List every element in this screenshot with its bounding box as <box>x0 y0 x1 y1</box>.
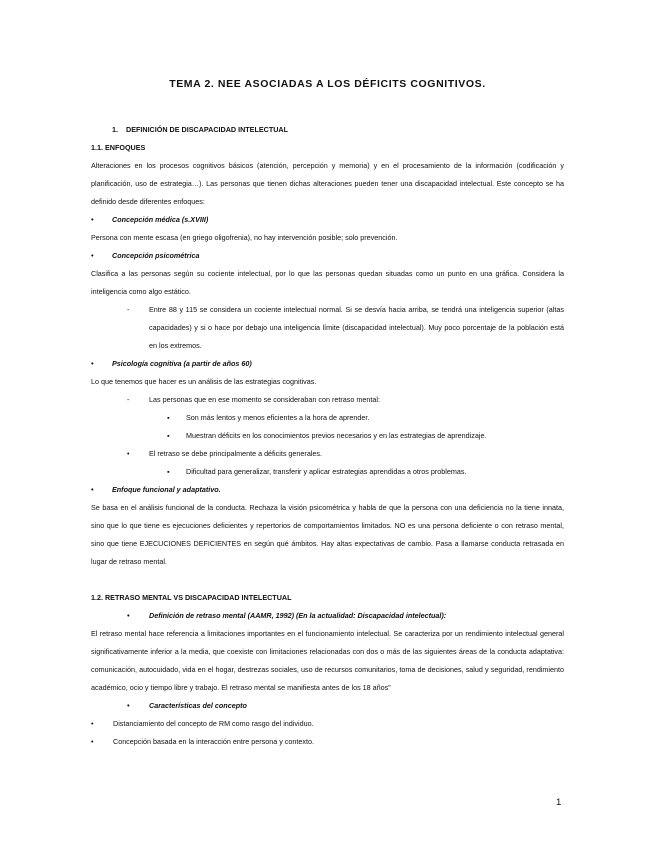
square-marker: ▪ <box>167 431 170 440</box>
bullet-item <box>91 697 564 715</box>
bullet-marker: • <box>91 719 94 728</box>
subsection-heading-retraso: 1.2. RETRASO MENTAL VS DISCAPACIDAD INTELECTUAL <box>91 593 292 602</box>
label-definicion: Definición de retraso mental (AAMR, 1992) (En la actualidad: Discapacidad intelectual): <box>149 611 447 620</box>
page-title: TEMA 2. NEE ASOCIADAS A LOS DÉFICITS COGNITIVOS. <box>169 78 486 90</box>
page-number: 1 <box>556 797 562 808</box>
label-concepcion-psicometrica: Concepción psicométrica <box>112 251 200 260</box>
dash-marker: - <box>127 395 130 404</box>
bullet-text: Concepción basada en la interacción entre persona y contexto. <box>113 737 314 746</box>
label-psicologia-cognitiva: Psicología cognitiva (a partir de años 60) <box>112 359 252 368</box>
document-body <box>91 121 564 751</box>
square-text: Muestran déficits en los conocimientos previos necesarios y en las estrategias de aprendizaje. <box>186 431 487 440</box>
bullet-item <box>91 715 564 733</box>
bullet-text: Distanciamiento del concepto de RM como rasgo del individuo. <box>113 719 314 728</box>
square-text: Dificultad para generalizar, transferir y aplicar estrategias aprendidas a otros problemas. <box>186 467 467 476</box>
bullet-marker: • <box>91 737 94 746</box>
bullet-marker: • <box>91 359 94 368</box>
dash-text: Entre 88 y 115 se considera un cociente intelectual normal. Si se desvía hacia arriba, se tendrá una inteligencia superior (altas capacidades) y si o hace por debajo una inteligencia límite (discapacidad intelectual). Muy poco porcentaje de la población está en los extremos. <box>149 305 564 350</box>
bullet-item <box>91 247 564 265</box>
paragraph-cognitiva: Lo que tenemos que hacer es un análisis de las estrategias cognitivas. <box>91 377 317 386</box>
bullet-marker: • <box>91 215 94 224</box>
bullet-item <box>91 481 564 499</box>
paragraph-funcional: Se basa en el análisis funcional de la conducta. Rechaza la visión psicométrica y habla de que la persona con una deficiencia no la tiene innata, sino que lo que tiene es ejecuciones deficientes y repertorios de comportamientos limitados. NO es una persona deficiente o con retraso mental, sino que tiene EJECUCIONES DEFICIENTES en según qué ámbitos. Hay altas expectativas de cambio. Pasa a llamarse conducta retrasada en lugar de retraso mental. <box>91 503 564 566</box>
bullet-marker: • <box>127 701 130 710</box>
bullet-text: El retraso se debe principalmente a déficits generales. <box>149 449 322 458</box>
dash-marker: - <box>127 305 130 314</box>
paragraph-definicion: El retraso mental hace referencia a limitaciones importantes en el funcionamiento intelectual. Se caracteriza por un rendimiento intelectual general significativamente inferior a la media, que coexiste con limitaciones relacionadas con dos o más de las siguientes áreas de la conducta adaptativa: comunicación, autocuidado, vida en el hogar, destrezas sociales, uso de recursos comunitarios, toma de decisiones, salud y seguridad, rendimiento académico, ocio y tiempo libre y trabajo. El retraso mental se manifiesta antes de los 18 años” <box>91 629 564 692</box>
intro-paragraph: Alteraciones en los procesos cognitivos básicos (atención, percepción y memoria) y en el procesamiento de la información (codificación y planificación, uso de estrategia…). Las personas que tienen dichas alteraciones pueden tener una discapacidad intelectual. Este concepto se ha definido desde diferentes enfoques: <box>91 161 564 206</box>
bullet-marker: • <box>91 485 94 494</box>
square-text: Son más lentos y menos eficientes a la hora de aprender. <box>186 413 370 422</box>
section-title: DEFINICIÓN DE DISCAPACIDAD INTELECTUAL <box>126 125 288 134</box>
paragraph-psicometrica: Clasifica a las personas según su cociente intelectual, por lo que las personas quedan situadas como un punto en una gráfica. Considera la inteligencia como algo estático. <box>91 269 564 296</box>
bullet-marker: • <box>127 449 130 458</box>
bullet-item <box>91 607 564 625</box>
label-concepcion-medica: Concepción médica (s.XVIII) <box>112 215 209 224</box>
square-item <box>91 463 564 481</box>
paragraph-medica: Persona con mente escasa (en griego oligofrenia), no hay intervención posible; solo prevención. <box>91 233 398 242</box>
dash-item <box>91 301 564 355</box>
square-item <box>91 427 564 445</box>
square-marker: ▪ <box>167 467 170 476</box>
label-caracteristicas: Características del concepto <box>149 701 247 710</box>
bullet-marker: • <box>91 251 94 260</box>
dash-item <box>91 391 564 409</box>
dash-text: Las personas que en ese momento se consideraban con retraso mental: <box>149 395 380 404</box>
label-enfoque-funcional: Enfoque funcional y adaptativo. <box>112 485 221 494</box>
square-marker: ▪ <box>167 413 170 422</box>
bullet-item <box>91 355 564 373</box>
section-number: 1. <box>112 125 118 134</box>
bullet-item <box>91 211 564 229</box>
bullet-item <box>91 445 564 463</box>
section-heading <box>91 121 564 139</box>
square-item <box>91 409 564 427</box>
bullet-item <box>91 733 564 751</box>
bullet-marker: • <box>127 611 130 620</box>
subsection-heading-enfoques: 1.1. ENFOQUES <box>91 143 146 152</box>
